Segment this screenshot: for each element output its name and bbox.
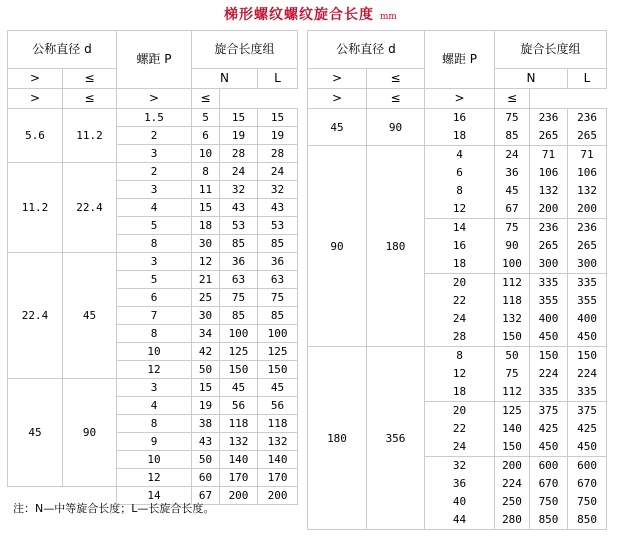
pitch-cell: 6 (117, 289, 192, 307)
pitch-cell: 16 (452, 111, 467, 124)
le-header: ≤ (367, 69, 425, 89)
l-cell-group (568, 274, 607, 347)
n-le-cell: 106 (538, 166, 559, 179)
l-cell: 670 (577, 477, 597, 490)
nominal-diameter-header: 公称直径 d (308, 31, 425, 69)
n-le-cell: 450 (538, 440, 559, 453)
table-row (8, 253, 298, 271)
n-gt-cell: 112 (502, 276, 522, 289)
n-le-cell: 400 (538, 312, 559, 325)
pitch-cell: 5 (117, 271, 192, 289)
diameter-gt-cell: 180 (308, 347, 367, 530)
n-le-cell: 200 (220, 487, 258, 505)
engagement-group-header: 旋合长度组 (192, 31, 298, 69)
l-cell: 850 (577, 513, 597, 526)
l-cell: 140 (258, 451, 298, 469)
n-gt-cell: 118 (502, 294, 522, 307)
pitch-cell: 8 (456, 349, 463, 362)
n-le-cell-group (530, 146, 568, 219)
n-gt-cell: 150 (502, 440, 522, 453)
n-gt-cell: 36 (505, 166, 519, 179)
pitch-cell: 9 (117, 433, 192, 451)
n-le-cell: 53 (220, 217, 258, 235)
pitch-cell: 3 (117, 253, 192, 271)
l-cell: 170 (258, 469, 298, 487)
l-cell: 24 (258, 163, 298, 181)
pitch-cell: 40 (452, 495, 467, 508)
n-gt-cell: 24 (505, 148, 519, 161)
diameter-le-cell: 11.2 (63, 109, 117, 163)
l-cell: 750 (577, 495, 597, 508)
footnote: 注：N—中等旋合长度；L—长旋合长度。 (13, 502, 215, 515)
l-cell-group (568, 402, 607, 457)
n-gt-cell: 50 (505, 349, 519, 362)
n-gt-cell: 21 (192, 271, 220, 289)
gt-header: > (117, 89, 192, 109)
n-le-cell: 450 (538, 330, 559, 343)
pitch-cell-group (425, 274, 495, 347)
table-row (308, 109, 607, 146)
n-le-cell: 63 (220, 271, 258, 289)
n-gt-cell: 50 (192, 451, 220, 469)
n-le-cell: 15 (220, 109, 258, 127)
n-le-cell: 600 (538, 459, 559, 472)
n-gt-cell: 67 (505, 202, 519, 215)
pitch-cell: 12 (452, 367, 467, 380)
n-gt-cell: 75 (505, 367, 519, 380)
n-le-cell: 24 (220, 163, 258, 181)
n-gt-cell: 38 (192, 415, 220, 433)
l-cell: 200 (577, 202, 597, 215)
n-le-cell: 850 (538, 513, 559, 526)
diameter-le-cell: 90 (63, 379, 117, 487)
n-le-cell: 375 (538, 404, 559, 417)
diameter-gt-cell: 90 (308, 146, 367, 347)
pitch-cell: 3 (117, 181, 192, 199)
n-le-cell: 28 (220, 145, 258, 163)
n-le-cell: 224 (538, 367, 559, 380)
pitch-cell: 2 (117, 127, 192, 145)
pitch-cell: 36 (452, 477, 467, 490)
l-cell: 118 (258, 415, 298, 433)
n-le-cell: 43 (220, 199, 258, 217)
pitch-cell: 20 (452, 276, 467, 289)
n-gt-cell: 10 (192, 145, 220, 163)
pitch-cell-group (425, 402, 495, 457)
n-gt-cell: 43 (192, 433, 220, 451)
pitch-cell: 20 (452, 404, 467, 417)
pitch-cell: 12 (117, 361, 192, 379)
left-table (7, 30, 298, 505)
header-row (8, 89, 298, 109)
n-gt-cell: 30 (192, 307, 220, 325)
n-le-cell: 150 (220, 361, 258, 379)
l-cell: 106 (577, 166, 597, 179)
diameter-le-cell: 356 (367, 347, 425, 530)
l-cell: 85 (258, 307, 298, 325)
pitch-cell: 5 (117, 217, 192, 235)
l-cell: 236 (577, 111, 597, 124)
pitch-cell: 7 (117, 307, 192, 325)
pitch-cell: 2 (117, 163, 192, 181)
n-le-cell: 45 (220, 379, 258, 397)
n-gt-cell: 280 (502, 513, 522, 526)
gt-header: > (308, 69, 367, 89)
n-gt-cell: 8 (192, 163, 220, 181)
table-row (8, 109, 298, 127)
header-row (308, 89, 607, 109)
l-cell: 150 (258, 361, 298, 379)
nominal-diameter-header: 公称直径 d (8, 31, 117, 69)
pitch-cell: 8 (117, 325, 192, 343)
pitch-cell: 22 (452, 294, 467, 307)
n-le-cell: 236 (538, 111, 559, 124)
l-cell: 19 (258, 127, 298, 145)
l-cell: 132 (258, 433, 298, 451)
pitch-cell: 1.5 (117, 109, 192, 127)
pitch-cell: 22 (452, 422, 467, 435)
n-gt-cell: 224 (502, 477, 522, 490)
l-cell: 75 (258, 289, 298, 307)
diameter-gt-cell: 45 (8, 379, 63, 487)
pitch-cell: 24 (452, 440, 467, 453)
n-le-cell: 75 (220, 289, 258, 307)
l-cell: 355 (577, 294, 597, 307)
n-le-cell-group (530, 109, 568, 146)
l-cell-group (568, 457, 607, 530)
n-gt-cell: 67 (192, 487, 220, 505)
l-cell: 15 (258, 109, 298, 127)
n-le-cell: 32 (220, 181, 258, 199)
pitch-header: 螺距 P (425, 31, 495, 89)
l-cell: 425 (577, 422, 597, 435)
n-gt-cell: 42 (192, 343, 220, 361)
n-gt-cell: 132 (502, 312, 522, 325)
pitch-cell: 6 (456, 166, 463, 179)
le-header: ≤ (495, 89, 530, 109)
l-cell: 335 (577, 276, 597, 289)
n-gt-cell: 5 (192, 109, 220, 127)
pitch-cell: 4 (456, 148, 463, 161)
page-title (0, 4, 621, 24)
pitch-cell: 4 (117, 199, 192, 217)
table-row (8, 379, 298, 397)
title-text: 梯形螺纹螺纹旋合长度 (224, 7, 375, 23)
pitch-cell: 10 (117, 451, 192, 469)
l-cell: 71 (580, 148, 594, 161)
pitch-cell-group (425, 109, 495, 146)
table-row (8, 163, 298, 181)
pitch-cell: 24 (452, 312, 467, 325)
n-gt-cell-group (495, 457, 530, 530)
n-gt-cell: 75 (505, 221, 519, 234)
n-le-cell: 85 (220, 235, 258, 253)
l-cell: 125 (258, 343, 298, 361)
l-cell: 600 (577, 459, 597, 472)
l-cell: 56 (258, 397, 298, 415)
n-le-cell: 335 (538, 276, 559, 289)
n-le-cell-group (530, 457, 568, 530)
pitch-cell: 8 (117, 415, 192, 433)
n-gt-cell-group (495, 219, 530, 274)
diameter-le-cell: 90 (367, 109, 425, 146)
n-le-cell: 750 (538, 495, 559, 508)
diameter-le-cell: 22.4 (63, 163, 117, 253)
diameter-gt-cell: 22.4 (8, 253, 63, 379)
n-le-cell-group (530, 219, 568, 274)
n-gt-cell: 30 (192, 235, 220, 253)
n-gt-cell: 90 (505, 239, 519, 252)
n-le-cell: 56 (220, 397, 258, 415)
n-gt-cell: 18 (192, 217, 220, 235)
n-gt-cell-group (495, 274, 530, 347)
n-gt-cell: 50 (192, 361, 220, 379)
pitch-cell: 12 (117, 469, 192, 487)
diameter-gt-cell: 5.6 (8, 109, 63, 163)
l-header: L (258, 69, 298, 89)
l-cell: 36 (258, 253, 298, 271)
l-cell-group (568, 146, 607, 219)
l-cell: 85 (258, 235, 298, 253)
engagement-group-header: 旋合长度组 (495, 31, 607, 69)
pitch-cell: 12 (452, 202, 467, 215)
header-row (8, 31, 298, 69)
pitch-cell: 44 (452, 513, 467, 526)
n-gt-cell: 125 (502, 404, 522, 417)
pitch-cell: 8 (456, 184, 463, 197)
n-le-cell: 118 (220, 415, 258, 433)
n-gt-cell: 12 (192, 253, 220, 271)
gt-header: > (8, 69, 63, 89)
pitch-cell: 14 (117, 487, 192, 505)
pitch-cell: 28 (452, 330, 467, 343)
pitch-cell: 10 (117, 343, 192, 361)
n-le-cell-group (530, 402, 568, 457)
n-gt-cell: 112 (502, 385, 522, 398)
diameter-gt-cell: 45 (308, 109, 367, 146)
unit-label: mm (379, 12, 397, 22)
n-le-cell: 132 (220, 433, 258, 451)
n-le-cell-group (530, 274, 568, 347)
n-gt-cell: 85 (505, 129, 519, 142)
le-header: ≤ (192, 89, 220, 109)
diameter-le-cell: 180 (367, 146, 425, 347)
n-header: N (495, 69, 568, 89)
pitch-cell: 3 (117, 145, 192, 163)
n-gt-cell-group (495, 146, 530, 219)
le-header: ≤ (63, 89, 117, 109)
n-le-cell: 132 (538, 184, 559, 197)
n-gt-cell-group (495, 347, 530, 402)
n-gt-cell-group (495, 109, 530, 146)
l-cell: 53 (258, 217, 298, 235)
n-le-cell: 170 (220, 469, 258, 487)
n-le-cell: 125 (220, 343, 258, 361)
l-cell-group (568, 109, 607, 146)
l-cell: 375 (577, 404, 597, 417)
n-gt-cell: 140 (502, 422, 522, 435)
l-cell: 45 (258, 379, 298, 397)
pitch-cell: 3 (117, 379, 192, 397)
n-gt-cell: 15 (192, 199, 220, 217)
n-gt-cell: 34 (192, 325, 220, 343)
gt-header: > (308, 89, 367, 109)
n-le-cell: 140 (220, 451, 258, 469)
l-cell: 265 (577, 129, 597, 142)
n-le-cell: 85 (220, 307, 258, 325)
pitch-cell-group (425, 146, 495, 219)
n-le-cell: 100 (220, 325, 258, 343)
n-gt-cell: 60 (192, 469, 220, 487)
n-le-cell: 265 (538, 239, 559, 252)
n-gt-cell: 11 (192, 181, 220, 199)
n-le-cell: 670 (538, 477, 559, 490)
n-le-cell: 355 (538, 294, 559, 307)
l-cell-group (568, 347, 607, 402)
n-le-cell: 335 (538, 385, 559, 398)
gt-header: > (8, 89, 63, 109)
l-cell: 32 (258, 181, 298, 199)
l-cell: 335 (577, 385, 597, 398)
n-le-cell: 200 (538, 202, 559, 215)
n-gt-cell: 6 (192, 127, 220, 145)
n-gt-cell: 15 (192, 379, 220, 397)
pitch-cell: 16 (452, 239, 467, 252)
le-header: ≤ (367, 89, 425, 109)
diameter-gt-cell: 11.2 (8, 163, 63, 253)
l-cell: 265 (577, 239, 597, 252)
pitch-cell: 14 (452, 221, 467, 234)
l-cell: 100 (258, 325, 298, 343)
n-le-cell: 265 (538, 129, 559, 142)
pitch-cell: 32 (452, 459, 467, 472)
pitch-cell: 8 (117, 235, 192, 253)
l-cell: 224 (577, 367, 597, 380)
pitch-cell: 18 (452, 257, 467, 270)
n-gt-cell: 200 (502, 459, 522, 472)
diameter-le-cell: 45 (63, 253, 117, 379)
pitch-cell-group (425, 219, 495, 274)
l-cell-group (568, 219, 607, 274)
l-cell: 63 (258, 271, 298, 289)
pitch-cell: 18 (452, 385, 467, 398)
n-le-cell-group (530, 347, 568, 402)
n-le-cell: 300 (538, 257, 559, 270)
n-gt-cell: 19 (192, 397, 220, 415)
pitch-header: 螺距 P (117, 31, 192, 89)
n-le-cell: 36 (220, 253, 258, 271)
l-cell: 132 (577, 184, 597, 197)
n-gt-cell: 150 (502, 330, 522, 343)
n-le-cell: 150 (538, 349, 559, 362)
l-cell: 450 (577, 440, 597, 453)
n-gt-cell: 25 (192, 289, 220, 307)
le-header: ≤ (63, 69, 117, 89)
n-gt-cell: 75 (505, 111, 519, 124)
table-row (308, 347, 607, 402)
table-row (308, 146, 607, 219)
n-gt-cell: 100 (502, 257, 522, 270)
l-cell: 450 (577, 330, 597, 343)
n-le-cell: 425 (538, 422, 559, 435)
n-le-cell: 19 (220, 127, 258, 145)
gt-header: > (425, 89, 495, 109)
pitch-cell-group (425, 347, 495, 402)
l-cell: 400 (577, 312, 597, 325)
pitch-cell: 18 (452, 129, 467, 142)
n-gt-cell: 45 (505, 184, 519, 197)
n-le-cell: 71 (541, 148, 556, 161)
l-cell: 43 (258, 199, 298, 217)
l-header: L (568, 69, 607, 89)
l-cell: 150 (577, 349, 597, 362)
l-cell: 200 (258, 487, 298, 505)
n-header: N (192, 69, 258, 89)
pitch-cell: 4 (117, 397, 192, 415)
pitch-cell-group (425, 457, 495, 530)
n-le-cell: 236 (538, 221, 559, 234)
l-cell: 300 (577, 257, 597, 270)
n-gt-cell-group (495, 402, 530, 457)
right-table (307, 30, 607, 530)
n-gt-cell: 250 (502, 495, 522, 508)
l-cell: 28 (258, 145, 298, 163)
l-cell: 236 (577, 221, 597, 234)
header-row (308, 31, 607, 69)
